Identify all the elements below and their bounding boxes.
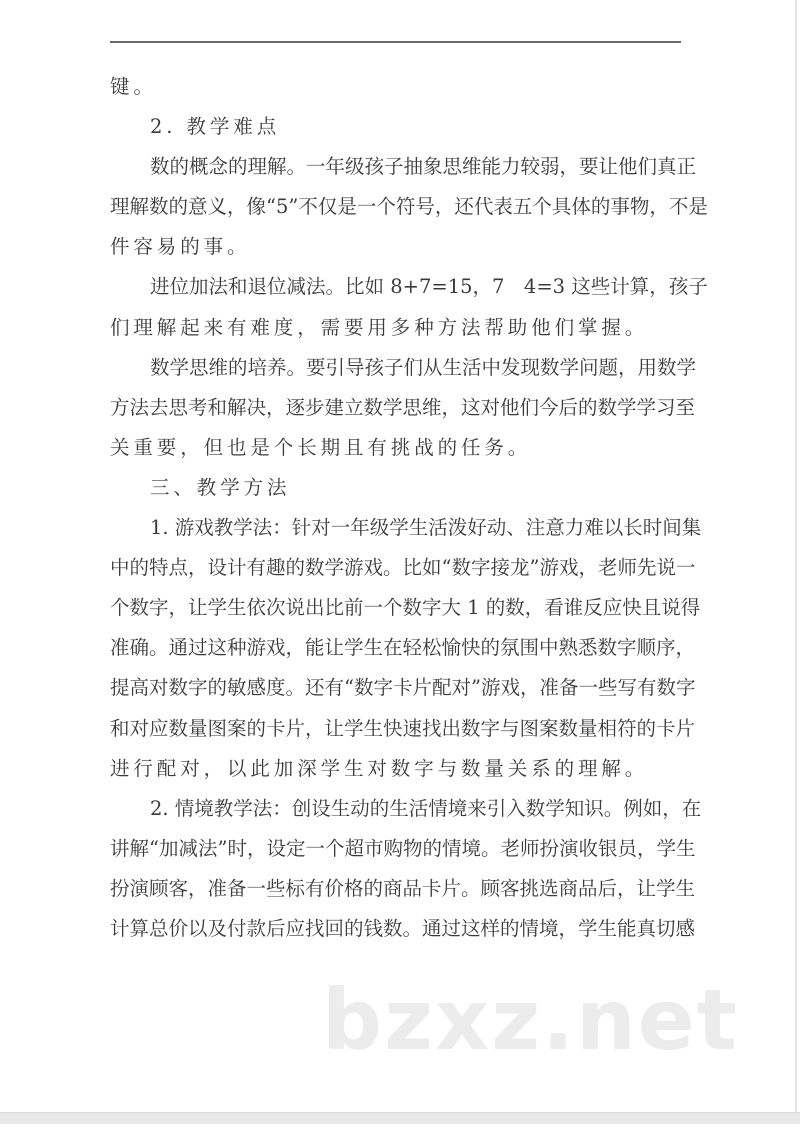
text-line: 方法去思考和解决，逐步建立数学思维，这对他们今后的数学学习至 — [110, 395, 696, 419]
document-body — [110, 67, 708, 949]
text-line: 1. 游戏教学法：针对一年级学生活泼好动、注意力难以长时间集 — [150, 516, 702, 540]
text-line: 进位加法和退位减法。比如 8+7=15，7 4=3 这些计算，孩子 — [150, 275, 708, 299]
page-separator — [0, 1112, 800, 1124]
text-line: 准确。通过这种游戏，能让学生在轻松愉快的氛围中熟悉数字顺序， — [110, 636, 696, 660]
text-line: 键。 — [110, 75, 157, 98]
text-line: 提高对数字的敏感度。还有“数字卡片配对”游戏，准备一些写有数字 — [110, 676, 696, 700]
text-line: 个数字，让学生依次说出比前一个数字大 1 的数，看谁反应快且说得 — [110, 596, 701, 620]
text-line: 2. 情境教学法：创设生动的生活情境来引入数学知识。例如，在 — [150, 796, 702, 820]
section-heading-teaching-difficulties: 2. 教学难点 — [150, 115, 281, 139]
text-line: 们理解起来有难度，需要用多种方法帮助他们掌握。 — [110, 315, 649, 339]
text-line: 中的特点，设计有趣的数学游戏。比如“数字接龙”游戏，老师先说一 — [110, 556, 696, 580]
text-line: 理解数的意义，像“5”不仅是一个符号，还代表五个具体的事物，不是 — [110, 195, 708, 219]
header-rule — [110, 41, 681, 43]
text-line: 件容易的事。 — [110, 235, 251, 259]
text-line: 讲解“加减法”时，设定一个超市购物的情境。老师扮演收银员，学生 — [110, 836, 696, 860]
section-heading-teaching-methods: 三、教学方法 — [150, 475, 291, 499]
watermark: bzxz.net — [322, 971, 739, 1069]
text-line: 数的概念的理解。一年级孩子抽象思维能力较弱，要让他们真正 — [150, 155, 697, 179]
text-line: 关重要，但也是个长期且有挑战的任务。 — [110, 435, 532, 459]
text-line: 计算总价以及付款后应找回的钱数。通过这样的情境，学生能真切感 — [110, 916, 696, 940]
text-line: 扮演顾客，准备一些标有价格的商品卡片。顾客挑选商品后，让学生 — [110, 876, 696, 900]
text-line: 和对应数量图案的卡片，让学生快速找出数字与图案数量相符的卡片 — [110, 716, 696, 740]
text-line: 进行配对，以此加深学生对数字与数量关系的理解。 — [110, 756, 649, 780]
text-line: 数学思维的培养。要引导孩子们从生活中发现数学问题，用数学 — [150, 355, 697, 379]
